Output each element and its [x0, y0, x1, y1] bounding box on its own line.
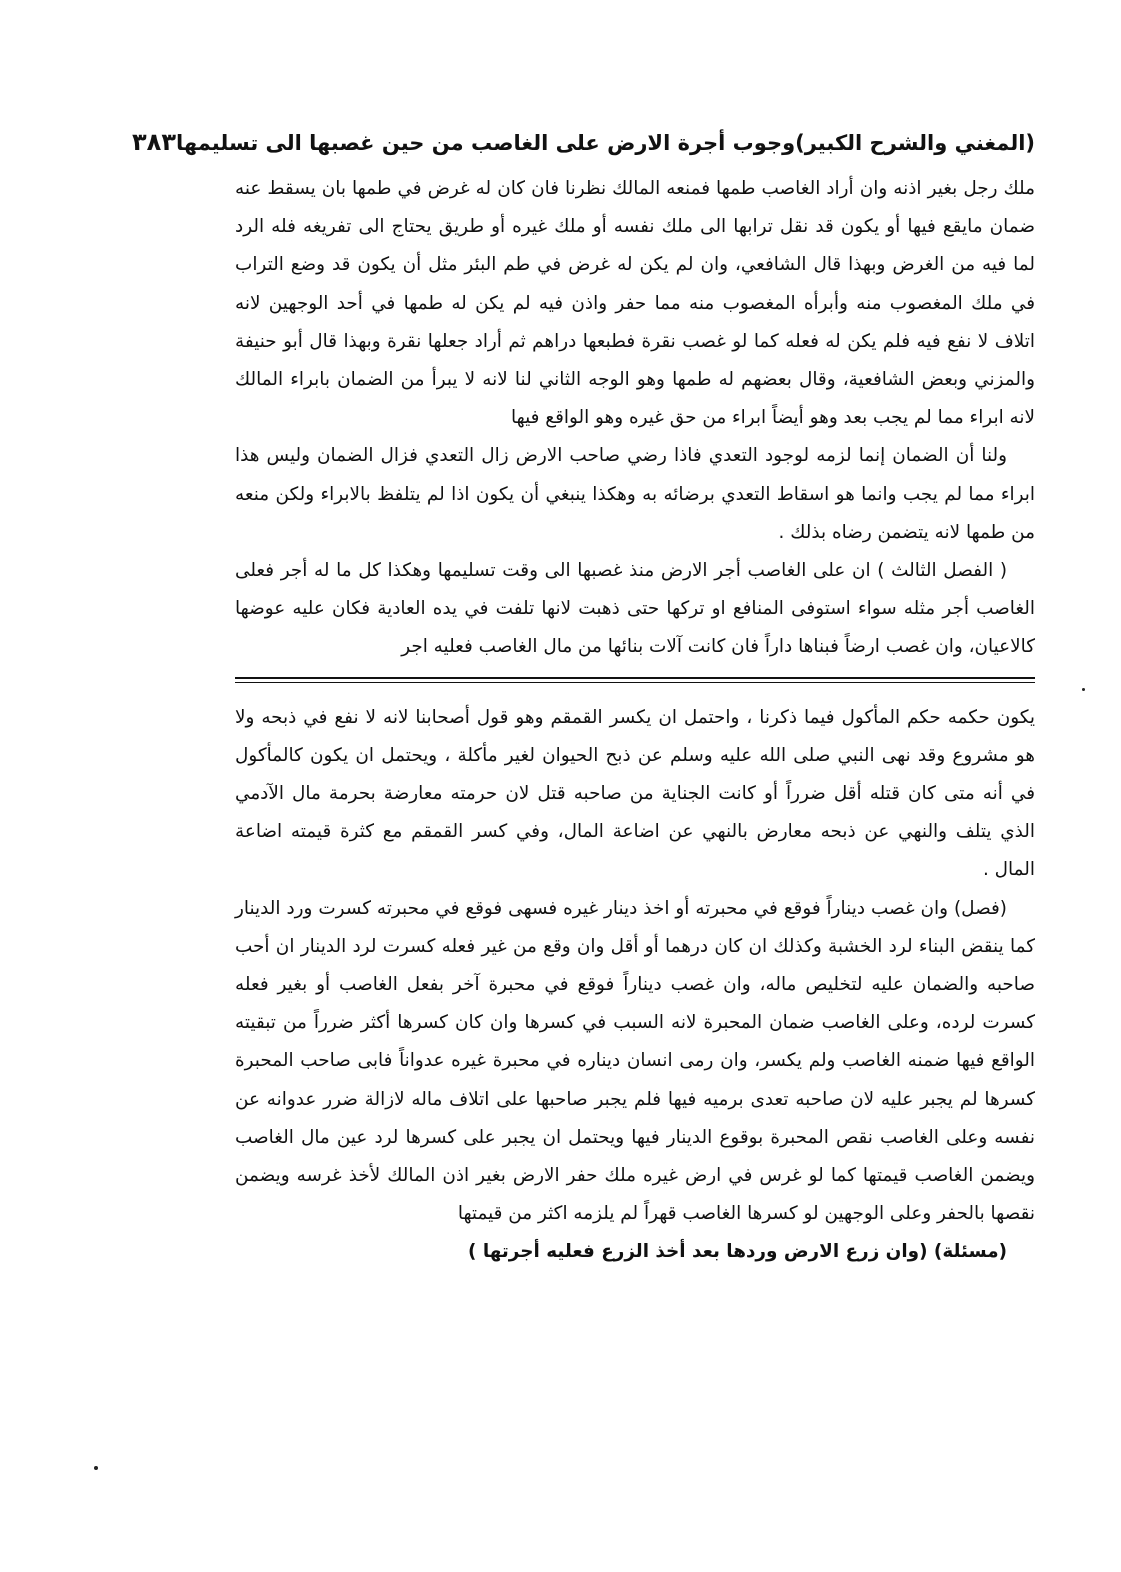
book-title: (المغني والشرح الكبير): [795, 131, 1035, 155]
page-number: ٣٨٣: [132, 128, 176, 156]
document-page: [132, 122, 1035, 1272]
paragraph: ولنا أن الضمان إنما لزمه لوجود التعدي فاذا رضي صاحب الارض زال التعدي فزال الضمان وليس هذا ابراء مما لم يجب وانما هو اسقاط التعدي برضائه به وهكذا ينبغي أن يكون اذا لم يتلفظ بالابراء ولكن منعه من طمها لانه يتضمن رضاه بذلك .: [235, 445, 1035, 543]
section-divider: [235, 677, 1035, 683]
masala-heading: (مسئلة) (وان زرع الارض وردها بعد أخذ الزرع فعليه أجرتها ): [468, 1241, 1007, 1263]
paragraph: (فصل) وان غصب ديناراً فوقع في محبرته أو اخذ دينار غيره فسهى فوقع في محبرته كسرت ورد الدينار كما ينقض البناء لرد الخشبة وكذلك ان كان درهما أو أقل وان وقع من غير فعله كسرت لرد الدينار ان أحب صاحبه والضمان عليه لتخليص ماله، وان غصب ديناراً فوقع في محبرة آخر بفعل الغاصب أو بغير فعله كسرت لرده، وعلى الغاصب ضمان المحبرة لانه السبب في كسرها وان كان كسرها أكثر ضرراً من تبقيته الواقع فيها ضمنه الغاصب ولم يكسر، وان رمى انسان ديناره في محبرة غيره عدواناً فابى صاحب المحبرة كسرها لم يجبر عليه لان صاحبه تعدى برميه فيها فلم يجبر صاحبها على اتلاف ماله لازالة ضرر عدوانه عن نفسه وعلى الغاصب نقص المحبرة بوقوع الدينار فيها ويحتمل ان يجبر على كسرها لرد عين مال الغاصب ويضمن الغاصب قيمتها كما لو غرس في ارض غيره ملك حفر الارض بغير اذن المالك لأخذ غرسه ويضمن نقصها بالحفر وعلى الوجهين لو كسرها الغاصب قهراً لم يلزمه اكثر من قيمتها: [235, 897, 1035, 1225]
paragraph: ملك رجل بغير اذنه وان أراد الغاصب طمها فمنعه المالك نظرنا فان كان له غرض في طمها بان يسقط عنه ضمان مايقع فيها أو يكون قد نقل ترابها الى ملك نفسه أو ملك غيره أو طريق يحتاج الى تفريغه فله الرد لما فيه من الغرض وبهذا قال الشافعي، وان لم يكن له غرض في طم البئر مثل أن يكون قد وضع التراب في ملك المغصوب منه وأبرأه المغصوب منه مما حفر واذن فيه لم يكن له طمها في أحد الوجهين لانه اتلاف لا نفع فيه فلم يكن له فعله كما لو غصب نقرة فطبعها دراهم ثم أراد جعلها نقرة وبهذا قال أبو حنيفة والمزني وبعض الشافعية، وقال بعضهم له طمها وهو الوجه الثاني لنا لانه لا يبرأ من الضمان بابراء المالك لانه ابراء مما لم يجب بعد وهو أيضاً ابراء من حق غيره وهو الواقع فيها: [235, 178, 1035, 429]
scan-speck: [94, 1466, 98, 1470]
running-title: وجوب أجرة الارض على الغاصب من حين غصبها الى تسليمها: [175, 131, 796, 155]
scan-speck: [1082, 688, 1085, 691]
page-header: [132, 122, 1035, 162]
paragraph: ( الفصل الثالث ) ان على الغاصب أجر الارض منذ غصبها الى وقت تسليمها وهكذا كل ما له أجر فعلى الغاصب أجر مثله سواء استوفى المنافع او تركها حتى ذهبت لانها تلفت في يده العادية فكان عليه عوضها كالاعيان، وان غصب ارضاً فبناها داراً فان كانت آلات بنائها من مال الغاصب فعليه اجر: [235, 560, 1035, 658]
paragraph: يكون حكمه حكم المأكول فيما ذكرنا ، واحتمل ان يكسر القمقم وهو قول أصحابنا لانه لا نفع في ذبحه ولا هو مشروع وقد نهى النبي صلى الله عليه وسلم عن ذبح الحيوان لغير مأكلة ، ويحتمل ان يكون كالمأكول في أنه متى كان قتله أقل ضرراً أو كانت الجناية من صاحبه قتل لان حرمته معارضة بحرمة مال الآدمي الذي يتلف والنهي عن ذبحه معارض بالنهي عن اضاعة المال، وفي كسر القمقم مع كثرة قيمته اضاعة المال .: [235, 706, 1035, 881]
lower-text-block: [235, 699, 1035, 1272]
upper-text-block: [235, 170, 1035, 667]
